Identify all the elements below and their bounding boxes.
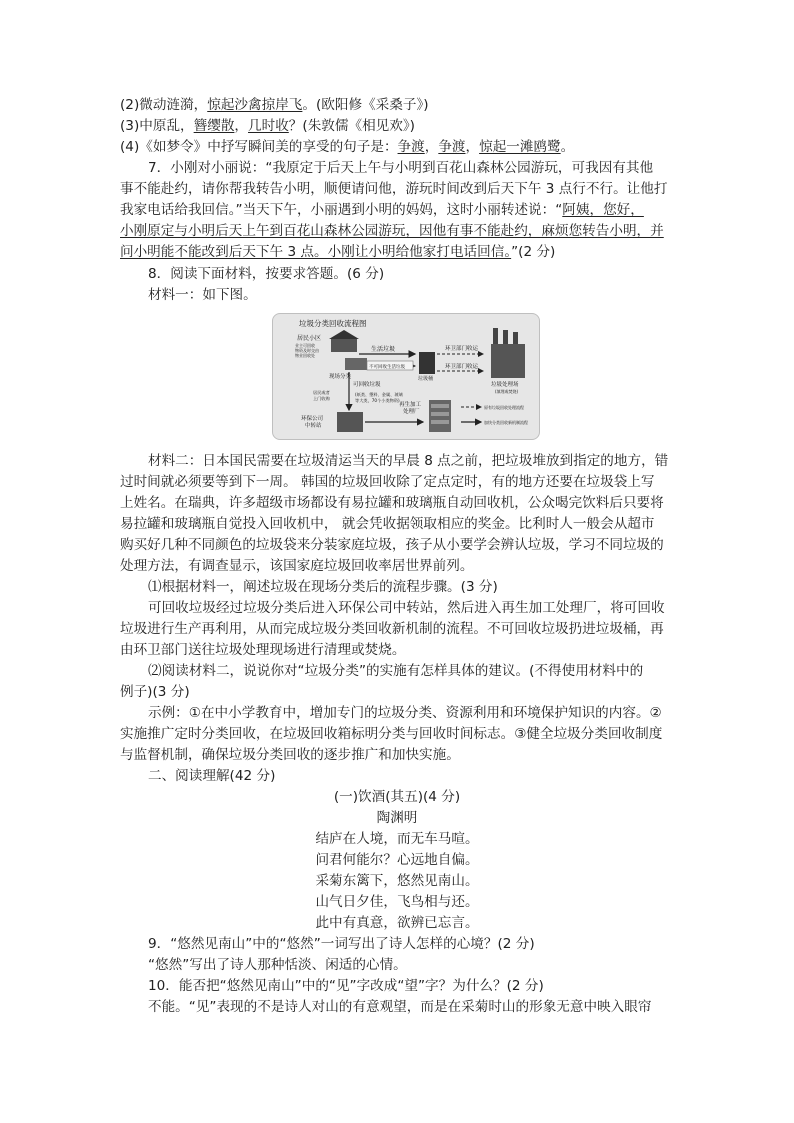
residential-note: 物资及时交由 bbox=[295, 348, 319, 353]
sanitation-label: 环卫部门收运 bbox=[445, 364, 479, 370]
items-note: (纸类、塑料、金属、玻璃 bbox=[355, 392, 403, 397]
sanitation-label: 环卫部门收运 bbox=[445, 346, 479, 352]
residential-label: 居民小区 bbox=[297, 335, 322, 342]
answer-underlined: 争渡 bbox=[438, 139, 466, 155]
landfill-label: 垃圾处理场 bbox=[491, 382, 519, 388]
q7-line: 7．小刚对小丽说：“我原定于后天上午与小明到百花山森林公园游玩，可我因有其他 bbox=[148, 160, 654, 176]
diagram-title: 垃圾分类回收流程图 bbox=[299, 319, 367, 328]
answer-underlined: 惊起一滩鸥鹭 bbox=[479, 139, 561, 155]
plant-label: 再生加工 bbox=[399, 402, 422, 408]
material-2-line: 易拉罐和玻璃瓶自觉投入回收机中， 就会凭收据领取相应的奖金。比利时人一般会从超市 bbox=[120, 516, 655, 532]
recycling-flow-diagram bbox=[272, 313, 540, 440]
q8-sub2-answer: 实施推广定时分类回收，在垃圾回收箱标明分类与回收时间标志。③健全垃圾分类回收制度 bbox=[120, 726, 663, 742]
material-2-line: 材料二：日本国民需要在垃圾清运当天的早晨 8 点之前，把垃圾堆放到指定的地方，错 bbox=[148, 453, 669, 469]
answer-underlined: 簪缨散 bbox=[193, 118, 235, 134]
q8-sub1-answer: 可回收垃圾经过垃圾分类后进入环保公司中转站，然后进入再生加工处理厂，将可回收 bbox=[148, 600, 665, 616]
residential-icon bbox=[329, 330, 359, 352]
transfer-label: 环保公司 bbox=[301, 416, 324, 422]
answer-underlined: 问小明能不能改到后天下午 3 点。小刚让小明给他家打电话回信。 bbox=[120, 244, 512, 260]
poem-title: (一)饮酒(其五)(4 分) bbox=[333, 789, 461, 805]
transfer-label: 中转站 bbox=[305, 423, 322, 429]
q8-title: 8．阅读下面材料，按要求答题。(6 分) bbox=[148, 266, 385, 282]
residential-note: 物业回收处 bbox=[295, 353, 315, 358]
q8-sub2-answer: 示例：①在中小学教育中，增加专门的垃圾分类、资源利用和环境保护知识的内容。② bbox=[148, 705, 662, 721]
q8-sub2-question: ⑵阅读材料二，说说你对“垃圾分类”的实施有怎样具体的建议。(不得使用材料中的 bbox=[148, 663, 644, 679]
q6-item-3: (3)中原乱，簪缨散，几时收？(朱敦儒《相见欢》) bbox=[120, 118, 415, 134]
recyclable-label: 可回收垃圾 bbox=[353, 382, 381, 388]
legend-old: 原有垃圾回收处理流程 bbox=[484, 405, 524, 410]
material-2-line: 处理方法，有调查显示，该国家庭垃圾回收率居世界前列。 bbox=[120, 558, 474, 574]
poem-author: 陶渊明 bbox=[376, 810, 418, 826]
door-note: 居民或者 bbox=[313, 390, 330, 395]
q8-sub1-answer: 垃圾进行生产再利用，从而完成垃圾分类回收新机制的流程。不可回收垃圾扔进垃圾桶，再 bbox=[120, 621, 664, 637]
poem-line: 采菊东篱下，悠然见南山。 bbox=[315, 873, 479, 889]
q10-answer: 不能。“见”表现的不是诗人对山的有意观望，而是在采菊时山的形象无意中映入眼帘 bbox=[148, 999, 652, 1015]
site-sort-icon bbox=[345, 358, 367, 370]
material-2-line: 上姓名。在瑞典，许多超级市场都设有易拉罐和玻璃瓶自动回收机，公众喝完饮料后只要将 bbox=[120, 495, 664, 511]
site-sort-label: 现场分类 bbox=[329, 374, 352, 380]
landfill-note: (填埋或焚烧) bbox=[495, 389, 519, 394]
plant-icon bbox=[429, 400, 451, 432]
q8-sub1-question: ⑴根据材料一，阐述垃圾在现场分类后的流程步骤。(3 分) bbox=[148, 579, 498, 595]
q8-sub2-question: 例子)(3 分) bbox=[120, 684, 190, 700]
q6-item-4: (4)《如梦令》中抒写瞬间美的享受的句子是：争渡，争渡，惊起一滩鸥鹭。 bbox=[120, 139, 575, 155]
q9-question: 9．“悠然见南山”中的“悠然”一词写出了诗人怎样的心境？(2 分) bbox=[148, 936, 535, 952]
q8-sub2-answer: 与监督机制，确保垃圾分类回收的逐步推广和加快实施。 bbox=[120, 747, 460, 763]
poem-line: 山气日夕佳，飞鸟相与还。 bbox=[315, 894, 479, 910]
answer-underlined: 争渡 bbox=[397, 139, 425, 155]
items-note: 等大类，70个小类物资) bbox=[355, 398, 400, 403]
q7-line: 事不能赴约，请你帮我转告小明，顺便请问他，游玩时间改到后天下午 3 点行不行。让他打 bbox=[120, 181, 668, 197]
answer-underlined: 惊起沙禽掠岸飞 bbox=[207, 97, 303, 113]
q6-item-2: (2)微动涟漪，惊起沙禽掠岸飞。(欧阳修《采桑子》) bbox=[120, 97, 429, 113]
transfer-station-icon bbox=[337, 412, 363, 432]
domestic-waste-label: 生活垃圾 bbox=[371, 346, 396, 353]
bin-label: 垃圾桶 bbox=[418, 376, 434, 382]
plant-label: 处理厂 bbox=[403, 409, 420, 415]
q7-line: 我家电话给我回信。”当天下午，小丽遇到小明的妈妈，这时小丽转述说：“阿姨，您好， bbox=[120, 202, 644, 218]
non-recyclable-label: 不可回收生活垃圾 bbox=[369, 365, 405, 370]
material-2-line: 购买好几种不同颜色的垃圾袋来分装家庭垃圾，孩子从小要学会辨认垃圾，学习不同垃圾的 bbox=[120, 537, 664, 553]
q10-question: 10．能否把“悠然见南山”中的“见”字改成“望”字？为什么？(2 分) bbox=[148, 978, 544, 994]
material-2-line: 过时间就必须要等到下一周。 韩国的垃圾回收除了定点定时，有的地方还要在垃圾袋上写 bbox=[120, 474, 655, 490]
q7-line: 问小明能不能改到后天下午 3 点。小刚让小明给他家打电话回信。”(2 分) bbox=[120, 244, 556, 260]
legend-new: 加快分类回收新机制流程 bbox=[484, 420, 528, 425]
bin-icon bbox=[419, 352, 435, 374]
answer-underlined: 几时收 bbox=[248, 118, 289, 134]
answer-underlined: 阿姨，您好， bbox=[562, 202, 644, 218]
q8-sub1-answer: 由环卫部门送往垃圾处理现场进行清理或焚烧。 bbox=[120, 642, 406, 658]
poem-line: 结庐在人境，而无车马喧。 bbox=[315, 831, 479, 847]
q9-answer: “悠然”写出了诗人那种恬淡、闲适的心情。 bbox=[148, 957, 407, 973]
section-heading: 二、阅读理解(42 分) bbox=[148, 768, 276, 784]
q7-answer-line: 小刚原定与小明后天上午到百花山森林公园游玩，因他有事不能赴约，麻烦您转告小明，并 bbox=[120, 223, 664, 239]
door-note: 上门收购 bbox=[313, 396, 330, 401]
factory-icon bbox=[491, 328, 525, 378]
residential-note: 业主可回收 bbox=[295, 343, 315, 348]
poem-line: 问君何能尔？心远地自偏。 bbox=[315, 852, 479, 868]
poem-line: 此中有真意，欲辨已忘言。 bbox=[315, 915, 479, 931]
material-1-label: 材料一：如下图。 bbox=[148, 287, 257, 303]
